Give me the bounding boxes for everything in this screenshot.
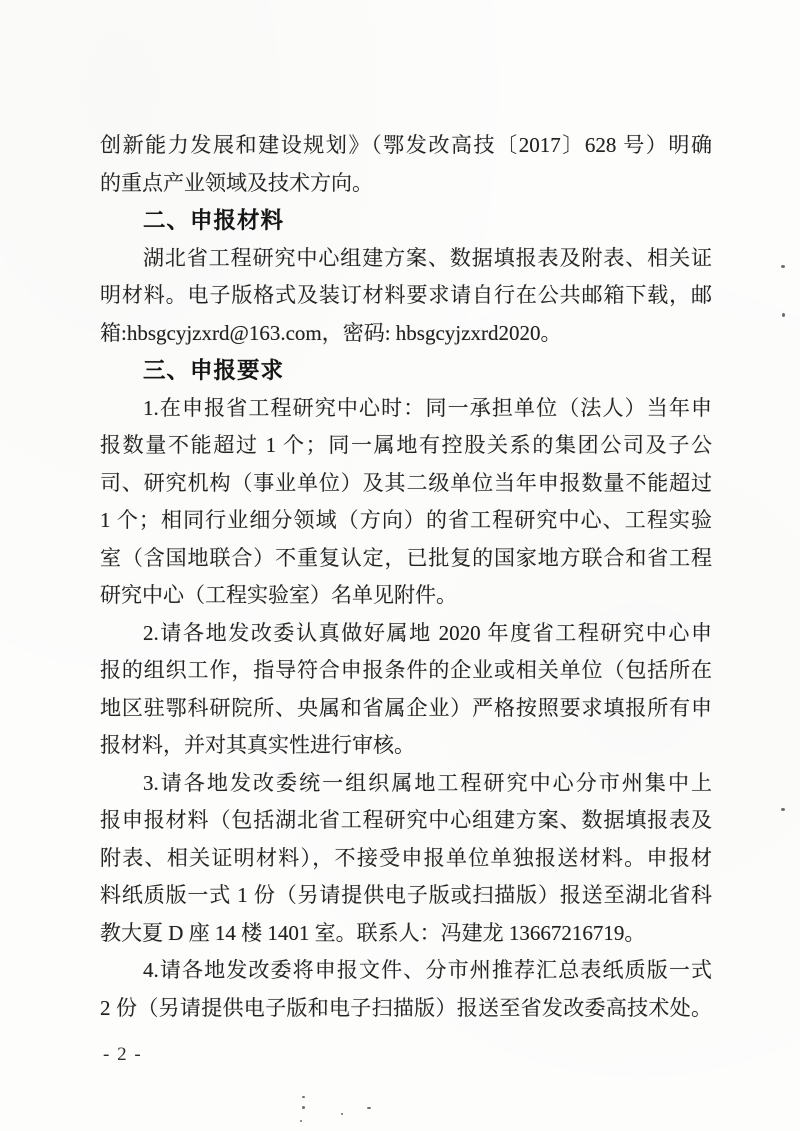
section-heading-requirements: 三、申报要求: [143, 358, 285, 383]
scan-speck: [782, 313, 785, 317]
text-line: 湖北省工程研究中心组建方案、数据填报表及附表、相关证: [143, 245, 712, 270]
text-line-email-password: 箱:hbsgcyjzxrd@163.com，密码: hbsgcyjzxrd2020。: [100, 320, 562, 345]
text-line: 3.请各地发改委统一组织属地工程研究中心分市州集中上: [143, 770, 712, 795]
text-line-contact: 教大夏 D 座 14 楼 1401 室。联系人：冯建龙 13667216719。: [100, 920, 646, 945]
text-line: 报申报材料（包括湖北省工程研究中心组建方案、数据填报表及: [100, 808, 712, 832]
paragraph-materials: [100, 240, 712, 353]
scan-speck: [302, 1096, 305, 1098]
text-line: 研究中心（工程实验室）名单见附件。: [100, 583, 457, 607]
text-line: 地区驻鄂科研院所、央属和省属企业）严格按照要求填报所有申: [100, 695, 712, 720]
text-line: 明材料。电子版格式及装订材料要求请自行在公共邮箱下载，邮: [100, 283, 712, 307]
text-line: 司、研究机构（事业单位）及其二级单位当年申报数量不能超过: [100, 470, 712, 495]
scan-speck: [300, 1120, 302, 1122]
paragraph-requirement-1: [100, 390, 712, 615]
text-line: 报的组织工作，指导符合申报条件的企业或相关单位（包括所在: [100, 658, 712, 682]
paragraph-requirement-2: [100, 615, 712, 765]
text-line: 创新能力发展和建设规划》（鄂发改高技〔2017〕628 号）明确: [100, 133, 712, 157]
text-line: 2.请各地发改委认真做好属地 2020 年度省工程研究中心申: [143, 620, 712, 645]
text-line: 料纸质版一式 1 份（另请提供电子版或扫描版）报送至湖北省科: [100, 883, 712, 907]
text-line: 报数量不能超过 1 个；同一属地有控股关系的集团公司及子公: [100, 433, 712, 457]
paragraph-continuation: [100, 127, 712, 202]
text-line: 1 个；相同行业细分领域（方向）的省工程研究中心、工程实验: [100, 508, 712, 532]
section-heading-materials: 二、申报材料: [143, 208, 285, 233]
text-line: 附表、相关证明材料），不接受申报单位单独报送材料。申报材: [100, 845, 712, 870]
paragraph-requirement-3: [100, 765, 712, 953]
scan-speck: [302, 1106, 305, 1109]
scan-speck: [781, 808, 785, 811]
scan-speck: [367, 1107, 371, 1109]
text-line: 的重点产业领域及技术方向。: [100, 170, 373, 195]
text-line: 室（含国地联合）不重复认定，已批复的国家地方联合和省工程: [100, 545, 712, 570]
paragraph-requirement-4: [100, 952, 712, 1027]
page-number: - 2 -: [103, 1044, 143, 1065]
text-line: 1.在申报省工程研究中心时：同一承担单位（法人）当年申: [143, 395, 712, 420]
text-line: 4.请各地发改委将申报文件、分市州推荐汇总表纸质版一式: [143, 958, 712, 982]
text-line: 2 份（另请提供电子版和电子扫描版）报送至省发改委高技术处。: [100, 995, 712, 1020]
text-block: [100, 127, 712, 1027]
scan-speck: [781, 265, 785, 268]
scan-speck: [341, 1113, 343, 1115]
text-line: 报材料，并对其真实性进行审核。: [100, 733, 415, 757]
